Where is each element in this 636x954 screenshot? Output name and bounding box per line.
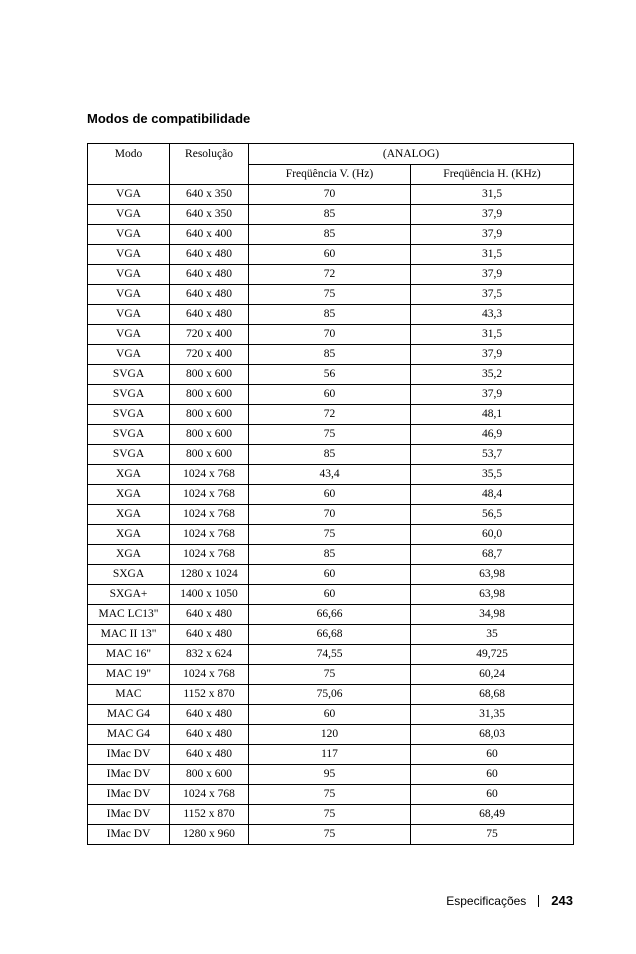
cell-mode: IMac DV bbox=[88, 825, 170, 845]
cell-freq-v: 75 bbox=[249, 665, 411, 685]
header-mode: Modo bbox=[88, 144, 170, 185]
table-row bbox=[88, 605, 574, 625]
table-body bbox=[88, 185, 574, 845]
cell-resolution: 640 x 350 bbox=[170, 205, 249, 225]
cell-freq-h: 35 bbox=[411, 625, 574, 645]
cell-freq-v: 75 bbox=[249, 525, 411, 545]
cell-freq-h: 68,03 bbox=[411, 725, 574, 745]
cell-mode: SXGA+ bbox=[88, 585, 170, 605]
cell-freq-v: 120 bbox=[249, 725, 411, 745]
cell-freq-h: 60,24 bbox=[411, 665, 574, 685]
cell-freq-v: 75 bbox=[249, 805, 411, 825]
cell-freq-v: 70 bbox=[249, 505, 411, 525]
cell-freq-h: 63,98 bbox=[411, 565, 574, 585]
cell-mode: SVGA bbox=[88, 365, 170, 385]
cell-freq-h: 68,7 bbox=[411, 545, 574, 565]
cell-freq-h: 56,5 bbox=[411, 505, 574, 525]
cell-freq-v: 85 bbox=[249, 305, 411, 325]
cell-resolution: 1024 x 768 bbox=[170, 545, 249, 565]
cell-mode: MAC 16" bbox=[88, 645, 170, 665]
cell-mode: XGA bbox=[88, 505, 170, 525]
header-analog-group: (ANALOG) bbox=[249, 144, 574, 165]
cell-freq-h: 48,4 bbox=[411, 485, 574, 505]
cell-mode: VGA bbox=[88, 245, 170, 265]
cell-freq-v: 75 bbox=[249, 425, 411, 445]
cell-mode: VGA bbox=[88, 185, 170, 205]
table-row bbox=[88, 445, 574, 465]
table-row bbox=[88, 485, 574, 505]
cell-freq-h: 49,725 bbox=[411, 645, 574, 665]
cell-mode: SVGA bbox=[88, 385, 170, 405]
cell-resolution: 720 x 400 bbox=[170, 325, 249, 345]
cell-freq-v: 85 bbox=[249, 445, 411, 465]
cell-freq-h: 37,9 bbox=[411, 205, 574, 225]
cell-freq-v: 70 bbox=[249, 325, 411, 345]
cell-resolution: 1024 x 768 bbox=[170, 525, 249, 545]
table-row bbox=[88, 505, 574, 525]
table-row bbox=[88, 545, 574, 565]
footer-section: Especificações bbox=[446, 893, 527, 908]
table-row bbox=[88, 425, 574, 445]
table-row bbox=[88, 285, 574, 305]
cell-mode: MAC LC13" bbox=[88, 605, 170, 625]
cell-freq-h: 60,0 bbox=[411, 525, 574, 545]
table-row bbox=[88, 825, 574, 845]
table-row bbox=[88, 765, 574, 785]
cell-resolution: 640 x 480 bbox=[170, 745, 249, 765]
table-row bbox=[88, 465, 574, 485]
cell-resolution: 640 x 350 bbox=[170, 185, 249, 205]
cell-freq-h: 68,68 bbox=[411, 685, 574, 705]
cell-mode: VGA bbox=[88, 265, 170, 285]
cell-resolution: 800 x 600 bbox=[170, 765, 249, 785]
table-row bbox=[88, 345, 574, 365]
cell-freq-h: 60 bbox=[411, 745, 574, 765]
table-row bbox=[88, 305, 574, 325]
cell-freq-v: 75 bbox=[249, 785, 411, 805]
cell-freq-v: 66,66 bbox=[249, 605, 411, 625]
cell-freq-v: 85 bbox=[249, 545, 411, 565]
cell-freq-v: 66,68 bbox=[249, 625, 411, 645]
cell-freq-v: 56 bbox=[249, 365, 411, 385]
page-footer bbox=[446, 893, 573, 908]
cell-freq-v: 74,55 bbox=[249, 645, 411, 665]
cell-mode: XGA bbox=[88, 545, 170, 565]
cell-mode: MAC 19" bbox=[88, 665, 170, 685]
cell-freq-v: 70 bbox=[249, 185, 411, 205]
compatibility-table bbox=[87, 143, 574, 845]
cell-mode: IMac DV bbox=[88, 805, 170, 825]
cell-mode: MAC II 13" bbox=[88, 625, 170, 645]
cell-resolution: 800 x 600 bbox=[170, 425, 249, 445]
cell-freq-h: 48,1 bbox=[411, 405, 574, 425]
cell-resolution: 832 x 624 bbox=[170, 645, 249, 665]
cell-resolution: 1024 x 768 bbox=[170, 485, 249, 505]
cell-mode: VGA bbox=[88, 345, 170, 365]
cell-mode: VGA bbox=[88, 285, 170, 305]
cell-freq-v: 85 bbox=[249, 205, 411, 225]
cell-freq-h: 63,98 bbox=[411, 585, 574, 605]
cell-freq-h: 53,7 bbox=[411, 445, 574, 465]
cell-freq-v: 117 bbox=[249, 745, 411, 765]
cell-freq-v: 43,4 bbox=[249, 465, 411, 485]
cell-mode: VGA bbox=[88, 305, 170, 325]
cell-resolution: 800 x 600 bbox=[170, 445, 249, 465]
header-resolution: Resolução bbox=[170, 144, 249, 185]
table-row bbox=[88, 705, 574, 725]
cell-mode: XGA bbox=[88, 465, 170, 485]
page-number: 243 bbox=[551, 893, 573, 908]
cell-mode: SVGA bbox=[88, 405, 170, 425]
cell-resolution: 1400 x 1050 bbox=[170, 585, 249, 605]
cell-freq-h: 35,5 bbox=[411, 465, 574, 485]
cell-freq-v: 60 bbox=[249, 385, 411, 405]
table-row bbox=[88, 405, 574, 425]
cell-resolution: 640 x 480 bbox=[170, 265, 249, 285]
cell-freq-h: 60 bbox=[411, 785, 574, 805]
cell-mode: SXGA bbox=[88, 565, 170, 585]
cell-resolution: 640 x 480 bbox=[170, 285, 249, 305]
table-row bbox=[88, 665, 574, 685]
cell-freq-v: 60 bbox=[249, 245, 411, 265]
table-row bbox=[88, 585, 574, 605]
table-row bbox=[88, 745, 574, 765]
cell-mode: IMac DV bbox=[88, 785, 170, 805]
cell-freq-v: 75 bbox=[249, 825, 411, 845]
cell-resolution: 800 x 600 bbox=[170, 405, 249, 425]
cell-resolution: 1024 x 768 bbox=[170, 465, 249, 485]
cell-resolution: 1152 x 870 bbox=[170, 685, 249, 705]
cell-freq-h: 34,98 bbox=[411, 605, 574, 625]
cell-freq-v: 85 bbox=[249, 225, 411, 245]
cell-resolution: 640 x 480 bbox=[170, 605, 249, 625]
cell-freq-h: 68,49 bbox=[411, 805, 574, 825]
cell-freq-h: 37,9 bbox=[411, 225, 574, 245]
table-row bbox=[88, 785, 574, 805]
table-row bbox=[88, 525, 574, 545]
cell-mode: MAC bbox=[88, 685, 170, 705]
cell-mode: IMac DV bbox=[88, 745, 170, 765]
table-row bbox=[88, 625, 574, 645]
cell-resolution: 640 x 400 bbox=[170, 225, 249, 245]
cell-resolution: 640 x 480 bbox=[170, 705, 249, 725]
table-row bbox=[88, 565, 574, 585]
cell-resolution: 640 x 480 bbox=[170, 725, 249, 745]
cell-mode: SVGA bbox=[88, 425, 170, 445]
cell-freq-h: 60 bbox=[411, 765, 574, 785]
cell-freq-h: 35,2 bbox=[411, 365, 574, 385]
cell-freq-v: 60 bbox=[249, 585, 411, 605]
cell-freq-v: 72 bbox=[249, 405, 411, 425]
cell-resolution: 1280 x 1024 bbox=[170, 565, 249, 585]
cell-freq-v: 75 bbox=[249, 285, 411, 305]
cell-resolution: 640 x 480 bbox=[170, 305, 249, 325]
cell-resolution: 1152 x 870 bbox=[170, 805, 249, 825]
cell-freq-v: 60 bbox=[249, 485, 411, 505]
footer-divider bbox=[538, 895, 539, 907]
table-row bbox=[88, 805, 574, 825]
cell-mode: IMac DV bbox=[88, 765, 170, 785]
cell-mode: XGA bbox=[88, 525, 170, 545]
cell-mode: XGA bbox=[88, 485, 170, 505]
table-row bbox=[88, 185, 574, 205]
table-row bbox=[88, 685, 574, 705]
cell-freq-h: 31,35 bbox=[411, 705, 574, 725]
header-freq-v: Freqüência V. (Hz) bbox=[249, 165, 411, 185]
table-row bbox=[88, 365, 574, 385]
cell-mode: MAC G4 bbox=[88, 725, 170, 745]
cell-resolution: 800 x 600 bbox=[170, 385, 249, 405]
cell-resolution: 800 x 600 bbox=[170, 365, 249, 385]
cell-resolution: 720 x 400 bbox=[170, 345, 249, 365]
cell-resolution: 1280 x 960 bbox=[170, 825, 249, 845]
table-row bbox=[88, 245, 574, 265]
cell-freq-v: 95 bbox=[249, 765, 411, 785]
cell-mode: VGA bbox=[88, 205, 170, 225]
cell-mode: VGA bbox=[88, 325, 170, 345]
table-row bbox=[88, 325, 574, 345]
cell-freq-v: 75,06 bbox=[249, 685, 411, 705]
cell-freq-h: 31,5 bbox=[411, 245, 574, 265]
cell-freq-v: 85 bbox=[249, 345, 411, 365]
cell-mode: VGA bbox=[88, 225, 170, 245]
table-row bbox=[88, 225, 574, 245]
table-row bbox=[88, 265, 574, 285]
table-row bbox=[88, 205, 574, 225]
cell-resolution: 640 x 480 bbox=[170, 625, 249, 645]
cell-freq-h: 31,5 bbox=[411, 325, 574, 345]
header-freq-h: Freqüência H. (KHz) bbox=[411, 165, 574, 185]
cell-resolution: 1024 x 768 bbox=[170, 505, 249, 525]
cell-mode: MAC G4 bbox=[88, 705, 170, 725]
cell-freq-v: 72 bbox=[249, 265, 411, 285]
cell-freq-h: 37,9 bbox=[411, 385, 574, 405]
cell-resolution: 1024 x 768 bbox=[170, 785, 249, 805]
table-row bbox=[88, 725, 574, 745]
cell-resolution: 640 x 480 bbox=[170, 245, 249, 265]
cell-freq-h: 75 bbox=[411, 825, 574, 845]
table-row bbox=[88, 645, 574, 665]
cell-resolution: 1024 x 768 bbox=[170, 665, 249, 685]
cell-freq-h: 43,3 bbox=[411, 305, 574, 325]
cell-freq-h: 46,9 bbox=[411, 425, 574, 445]
cell-freq-v: 60 bbox=[249, 705, 411, 725]
cell-freq-h: 37,9 bbox=[411, 345, 574, 365]
cell-freq-h: 37,5 bbox=[411, 285, 574, 305]
table-row bbox=[88, 385, 574, 405]
table-header bbox=[88, 144, 574, 185]
cell-freq-h: 37,9 bbox=[411, 265, 574, 285]
page-title: Modos de compatibilidade bbox=[87, 111, 251, 126]
cell-freq-h: 31,5 bbox=[411, 185, 574, 205]
cell-mode: SVGA bbox=[88, 445, 170, 465]
cell-freq-v: 60 bbox=[249, 565, 411, 585]
